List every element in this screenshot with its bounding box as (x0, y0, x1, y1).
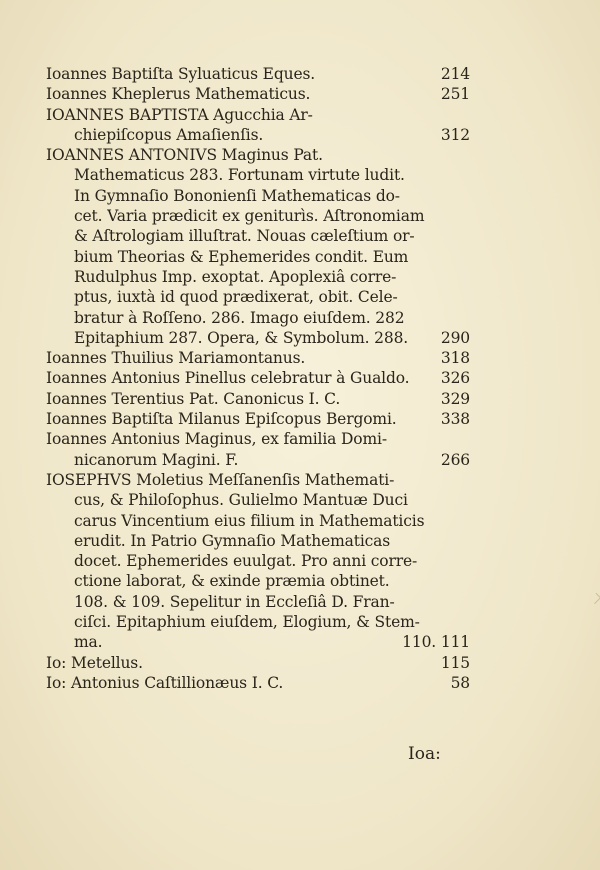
page-reference: 326 (440, 369, 470, 388)
index-entry-text: cet. Varia prædicit ex geniturìs. Aſtronomiam (74, 207, 425, 226)
index-entry-text: In Gymnaſio Bononienſi Mathematicas do- (74, 186, 400, 205)
index-line (46, 450, 470, 470)
index-line (46, 368, 470, 388)
index-line (46, 409, 470, 429)
page-reference: 251 (440, 85, 470, 104)
index-line (46, 653, 470, 673)
index-entry-text: IOSEPHVS Moletius Meſſanenſis Mathemati- (46, 470, 395, 489)
index-entry-text: erudit. In Patrio Gymnaſio Mathematicas (74, 531, 391, 550)
index-entry-text: Ioannes Antonius Maginus, ex familia Domi- (46, 430, 387, 449)
index-line (46, 470, 466, 490)
index-line (46, 145, 466, 165)
page-reference: 290 (440, 328, 470, 347)
page-reference: 110. 111 (402, 633, 470, 652)
index-entry-text: Io: Antonius Caſtillionæus I. C. (46, 673, 284, 692)
index-entry-text: Io: Metellus. (46, 653, 143, 672)
index-line (46, 632, 470, 652)
index-line (46, 673, 470, 693)
index-entry-text: ctione laborat, & exinde præmia obtinet. (74, 572, 390, 591)
page-reference: 338 (440, 410, 470, 429)
index-line (46, 186, 466, 206)
index-entry-text: Rudulphus Imp. exoptat. Apoplexiâ corre- (74, 267, 397, 286)
index-line (46, 389, 470, 409)
index-line (46, 206, 466, 226)
index-entry-text: docet. Ephemerides euulgat. Pro anni corre- (74, 552, 418, 571)
index-entry-text: chiepiſcopus Amaſienſis. (74, 125, 264, 144)
page-reference: 318 (440, 349, 470, 368)
index-entry-text: Ioannes Terentius Pat. Canonicus I. C. (46, 389, 341, 408)
index-entry-text: ptus, iuxtà id quod prædixerat, obit. Cele- (74, 288, 398, 307)
index-line (46, 511, 466, 531)
index-line (46, 247, 466, 267)
index-entry-text: carus Vincentium eius filium in Mathematicis (74, 511, 425, 530)
index-line (46, 165, 466, 185)
index-entry-text: IOANNES ANTONIVS Maginus Pat. (46, 146, 323, 165)
index-entry-text: IOANNES BAPTISTA Agucchia Ar- (46, 105, 313, 124)
page-reference: 312 (440, 125, 470, 144)
index-line (46, 105, 466, 125)
index-line (46, 429, 466, 449)
index-entry-text: Ioannes Antonius Pinellus celebratur à Gualdo. (46, 369, 410, 388)
index-entry-text: ma. (74, 633, 103, 652)
index-entry-text: Mathematicus 283. Fortunam virtute ludit. (74, 166, 405, 185)
index-entry-text: bratur à Roſſeno. 286. Imago eiuſdem. 282 (74, 308, 405, 327)
index-line (46, 348, 470, 368)
page-reference: 58 (450, 673, 470, 692)
index-line (46, 571, 466, 591)
index-line (46, 84, 470, 104)
page-reference: 266 (440, 450, 470, 469)
index-entry-text: 108. & 109. Sepelitur in Eccleſiâ D. Fran- (74, 592, 395, 611)
page-reference: 115 (440, 653, 470, 672)
page-reference: 214 (440, 65, 470, 83)
index-line (46, 287, 466, 307)
catchword: Ioa: (408, 744, 441, 764)
index-entry-text: Epitaphium 287. Opera, & Symbolum. 288. (74, 328, 409, 347)
margin-mark (590, 593, 600, 604)
index-line (46, 551, 466, 571)
page-reference: 329 (440, 389, 470, 408)
index-line (46, 125, 470, 145)
index-entry-text: cus, & Philoſophus. Gulielmo Mantuæ Duci (74, 491, 408, 510)
index-entry-text: Ioannes Baptiſta Syluaticus Eques. (46, 65, 316, 83)
index-entry-text: ciſci. Epitaphium eiuſdem, Elogium, & Stem- (74, 613, 420, 632)
index-entry-text: & Aſtrologiam illuſtrat. Nouas cæleſtium or- (74, 227, 415, 246)
index-line (46, 64, 470, 84)
index-line (46, 490, 466, 510)
index-line (46, 612, 466, 632)
index-entry-text: Ioannes Kheplerus Mathematicus. (46, 85, 311, 104)
index-entry-text: bium Theorias & Ephemerides condit. Eum (74, 247, 409, 266)
index-line (46, 592, 466, 612)
index-line (46, 267, 466, 287)
index-text-block (46, 64, 470, 693)
index-entry-text: nicanorum Magini. F. (74, 450, 239, 469)
index-entry-text: Ioannes Baptiſta Milanus Epiſcopus Bergomi. (46, 410, 397, 429)
index-line (46, 226, 466, 246)
index-line (46, 531, 466, 551)
index-line (46, 328, 470, 348)
index-entry-text: Ioannes Thuilius Mariamontanus. (46, 349, 306, 368)
index-line (46, 308, 466, 328)
